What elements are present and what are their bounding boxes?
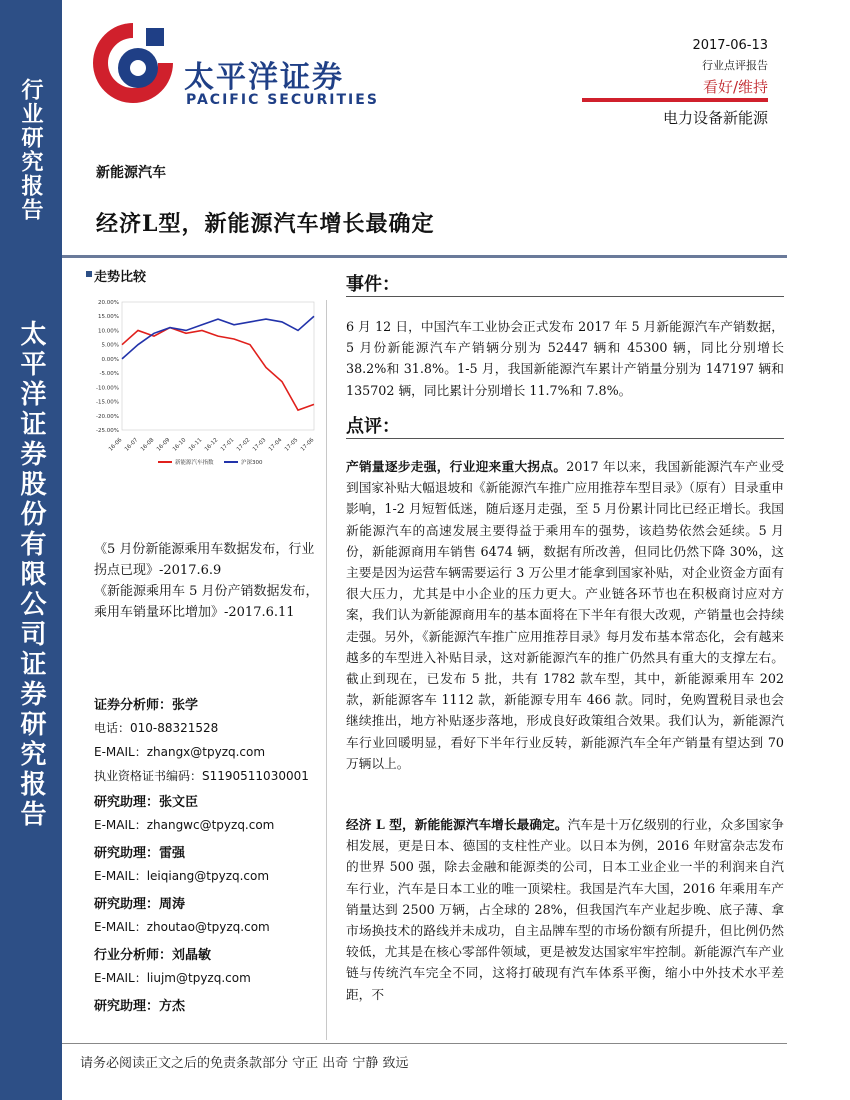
x-tick-label: 16-12 xyxy=(203,437,220,453)
x-tick-label: 17-04 xyxy=(267,437,284,453)
x-tick-label: 16-07 xyxy=(123,437,140,453)
y-tick-label: -15.00% xyxy=(96,399,119,406)
y-tick-label: -10.00% xyxy=(96,385,119,392)
comment-p1-lead: 产销量逐步走强，行业迎来重大拐点。 xyxy=(346,459,567,474)
related-report-1[interactable]: 《5 月份新能源乘用车数据发布，行业拐点已现》-2017.6.9 xyxy=(94,542,315,578)
comment-title: 点评： xyxy=(346,416,400,437)
x-tick-label: 17-05 xyxy=(283,437,300,453)
logo-text-en: PACIFIC SECURITIES xyxy=(186,92,379,108)
logo-text-cn: 太平洋证券 xyxy=(184,60,344,95)
x-tick-label: 16-08 xyxy=(139,437,156,453)
legend-label: 沪深300 xyxy=(241,460,263,466)
event-divider xyxy=(346,296,784,297)
x-tick-label: 17-01 xyxy=(219,437,236,453)
topic: 新能源汽车 xyxy=(96,165,166,181)
comment-divider xyxy=(346,438,784,439)
event-title: 事件： xyxy=(346,274,400,295)
analyst-email[interactable]: E-MAIL：zhangx@tpyzq.com xyxy=(94,745,266,759)
y-tick-label: 10.00% xyxy=(98,328,119,335)
rating: 看好/维持 xyxy=(702,78,768,96)
y-tick-label: 20.00% xyxy=(98,300,119,306)
analyst-contact: 执业资格证书编码：S1190511030001 xyxy=(94,769,309,783)
analyst-contact: 电话：010-88321528 xyxy=(94,721,219,735)
analyst-email[interactable]: E-MAIL：zhoutao@tpyzq.com xyxy=(94,920,270,934)
x-tick-label: 17-03 xyxy=(251,437,268,453)
bullet-square xyxy=(86,271,92,277)
sector: 电力设备新能源 xyxy=(662,109,768,127)
x-tick-label: 16-10 xyxy=(171,437,188,453)
x-tick-label: 17-06 xyxy=(299,437,316,453)
comment-paragraph-1 xyxy=(346,456,784,774)
analyst-email[interactable]: E-MAIL：liujm@tpyzq.com xyxy=(94,971,251,985)
page-title: 经济L型，新能源汽车增长最确定 xyxy=(96,211,435,237)
report-type: 行业点评报告 xyxy=(702,59,768,72)
analyst-role: 证券分析师：张学 xyxy=(94,698,199,713)
y-tick-label: 0.00% xyxy=(101,356,119,363)
comment-p1-text: 2017 年以来，我国新能源汽车产业受到国家补贴大幅退坡和《新能源汽车推广应用推荐车型目录》（原有）目录重申影响，1-2 月短暂低迷，随后逐月走强，至 5 月份累计同比已经正增长。我国新能源汽车的高速发展主要得益于乘用车的强势，该趋势依然会延续。5 月份，新能源商用车销售 6474 辆，数据有所改善，但同比仍然下降 30%，这主要是因为运营车辆需要运行 3 万公里才能拿到国家补贴，对企业资金方面有很大压力，尤其是中小企业的压力更大。产业链各环节也在积极商讨应对方案，我们认为新能源商用车的基本面将在下半年有很大改观，产销量也会持续走强。另外，《新能源汽车推广应用推荐目录》每月发布基本常态化，会有越来越多的车型进入补贴目录，这对新能源汽车的推广仍然具有重大的支撑左右。截止到现在，已发布 5 批，共有 1782 款车型，其中，新能源乘用车 202 款，新能源客车 1112 款，新能源专用车 466 款。同时，免购置税目录也会继续推出，地方补贴逐步落地，形成良好政策组合效果。我们认为，新能源汽车行业回暖明显，看好下半年行业反转，新能源汽车全年产销量有望达到 70 万辆以上。 xyxy=(346,459,785,771)
analyst-role: 研究助理：方杰 xyxy=(94,999,186,1014)
related-report-2[interactable]: 《新能源乘用车 5 月份产销数据发布，乘用车销量环比增加》-2017.6.11 xyxy=(94,584,319,620)
footer-text: 请务必阅读正文之后的免责条款部分 守正 出奇 宁静 致远 xyxy=(80,1056,409,1071)
x-tick-label: 16-06 xyxy=(107,437,124,453)
report-date: 2017-06-13 xyxy=(692,38,768,53)
sidebar-top-text: 行业研究报告 xyxy=(18,78,44,222)
comment-paragraph-2 xyxy=(346,814,784,1005)
trend-title: 走势比较 xyxy=(94,270,147,285)
analyst-role: 研究助理：周涛 xyxy=(94,897,186,912)
analyst-email[interactable]: E-MAIL：zhangwc@tpyzq.com xyxy=(94,818,275,832)
x-tick-label: 17-02 xyxy=(235,437,252,453)
trend-chart xyxy=(84,294,324,474)
series-line xyxy=(122,316,314,359)
y-tick-label: -25.00% xyxy=(96,428,119,434)
y-tick-label: 5.00% xyxy=(101,342,119,349)
x-tick-label: 16-11 xyxy=(187,437,204,453)
analyst-role: 研究助理：张文臣 xyxy=(94,795,199,810)
analyst-email[interactable]: E-MAIL：leiqiang@tpyzq.com xyxy=(94,869,270,883)
analyst-role: 行业分析师：刘晶敏 xyxy=(94,948,212,963)
legend-label: 新能源汽车指数 xyxy=(175,460,214,466)
title-divider xyxy=(62,255,787,258)
header-divider xyxy=(582,98,768,102)
related-reports xyxy=(94,539,326,623)
footer-divider xyxy=(62,1043,787,1044)
series-line xyxy=(122,328,314,410)
y-tick-label: 15.00% xyxy=(98,314,119,321)
comment-p2-text: 汽车是十万亿级别的行业，众多国家争相发展，更是日本、德国的支柱性产业。以日本为例，2016 年财富杂志发布的世界 500 强，除去金融和能源类的公司，日本工业企业一半的利润来自汽车行业，汽车是日本工业的唯一顶梁柱。我国是汽车大国，2016 年乘用车产销量达到 2500 万辆，占全球的 28%，但我国汽车产业起步晚、底子薄、拿市场换技术的路线并未成功，自主品牌车型的市场份额有所提升，但比例仍然较低，尤其是在核心零部件领域，更是被发达国家牢牢控制。新能源汽车产业链与传统汽车完全不同，这将打破现有汽车体系平衡，缩小中外技术水平差距，不 xyxy=(346,817,784,1002)
event-text: 6 月 12 日，中国汽车工业协会正式发布 2017 年 5 月新能源汽车产销数据，5 月份新能源汽车产销辆分别为 52447 辆和 45300 辆，同比分别增长 38.2%和 31.8%。1-5 月，我国新能源汽车累计产销量分别为 147197 辆和 135702 辆，同比累计分别增长 11.7%和 7.8%。 xyxy=(346,319,784,398)
logo-icon xyxy=(88,18,178,108)
sidebar-bottom-text: 太平洋证券股份有限公司证券研究报告 xyxy=(16,320,46,830)
y-tick-label: -5.00% xyxy=(99,371,119,378)
plot-frame xyxy=(122,302,314,430)
x-tick-label: 16-09 xyxy=(155,437,172,453)
column-divider xyxy=(326,300,327,1040)
comment-p2-lead: 经济 L 型，新能能源汽车增长最确定。 xyxy=(346,817,568,832)
analyst-role: 研究助理：雷强 xyxy=(94,846,186,861)
y-tick-label: -20.00% xyxy=(96,413,119,420)
